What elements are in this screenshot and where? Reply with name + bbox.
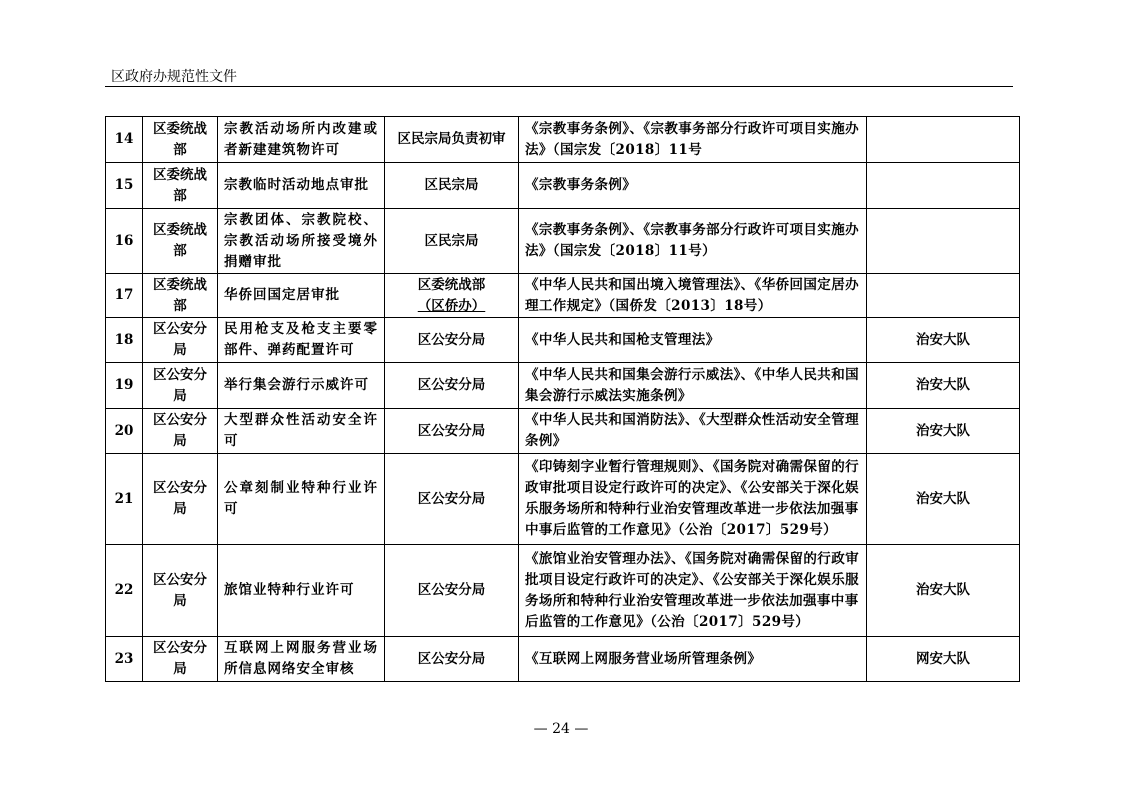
responsible-unit-cell (385, 637, 519, 682)
department-cell (143, 163, 218, 209)
document-header: 区政府办规范性文件 (111, 69, 237, 85)
department-cell-text: 区公安分局 (153, 640, 207, 677)
permit-item-cell-text: 公章刻制业特种行业许可 (224, 480, 378, 517)
department-cell (143, 409, 218, 454)
department-cell-text: 区公安分局 (153, 480, 207, 517)
permit-item-cell-text: 举行集会游行示威许可 (224, 377, 369, 393)
executing-unit-cell (867, 117, 1020, 163)
table-row (106, 409, 1020, 454)
permit-item-cell (218, 637, 385, 682)
responsible-unit-cell-text: 区民宗局 (424, 232, 479, 249)
row-number (106, 363, 143, 409)
department-cell (143, 545, 218, 637)
legal-basis-cell (519, 209, 867, 274)
table-row (106, 363, 1020, 409)
executing-unit-cell-text: 网安大队 (916, 650, 970, 667)
row-number-text: 23 (114, 650, 134, 667)
responsible-unit-cell (385, 117, 519, 163)
legal-basis-cell-text: 《中华人民共和国出境入境管理法》、《华侨回国定居办理工作规定》（国侨发〔2013〕18号） (525, 276, 859, 314)
legal-basis-cell-text: 《旅馆业治安管理办法》、《国务院对确需保留的行政审批项目设定行政许可的决定》、《公安部关于深化娱乐服务场所和特种行业治安管理改革进一步依法加强事中事后监管的工作意见》（公治〔2017〕529号） (525, 550, 859, 630)
permit-item-cell (218, 454, 385, 545)
legal-basis-cell (519, 409, 867, 454)
row-number-text: 20 (114, 422, 134, 439)
responsible-unit-cell-text: 区委统战部 (417, 276, 486, 293)
responsible-unit-cell (385, 209, 519, 274)
department-cell (143, 363, 218, 409)
responsible-unit-cell-text: 区民宗局负责初审 (397, 131, 506, 147)
table-row (106, 209, 1020, 274)
row-number (106, 274, 143, 318)
legal-basis-cell-text: 《宗教事务条例》、《宗教事务部分行政许可项目实施办法》（国宗发〔2018〕11号 (525, 120, 859, 158)
row-number (106, 637, 143, 682)
row-number (106, 545, 143, 637)
executing-unit-cell-text: 治安大队 (916, 331, 970, 348)
responsible-unit-cell-text: 区公安分局 (417, 490, 486, 507)
legal-basis-cell-text: 《中华人民共和国消防法》、《大型群众性活动安全管理条例》 (525, 412, 859, 449)
responsible-unit-cell (385, 363, 519, 409)
permit-item-cell (218, 545, 385, 637)
legal-basis-cell-text: 《互联网上网服务营业场所管理条例》 (525, 650, 762, 667)
executing-unit-cell (867, 209, 1020, 274)
table-row (106, 637, 1020, 682)
legal-basis-cell-text: 《中华人民共和国枪支管理法》 (525, 331, 720, 348)
department-cell-text: 区委统战部 (153, 166, 207, 204)
table-row (106, 318, 1020, 363)
department-cell-text: 区公安分局 (153, 366, 207, 404)
permit-item-cell-text: 民用枪支及枪支主要零部件、弹药配置许可 (224, 321, 378, 358)
permit-item-cell (218, 117, 385, 163)
permit-item-cell (218, 409, 385, 454)
responsible-unit-cell (385, 163, 519, 209)
row-number (106, 209, 143, 274)
responsible-unit-cell-text: 区公安分局 (417, 650, 486, 667)
permit-table-body (106, 117, 1020, 682)
permit-item-cell-text: 宗教活动场所内改建或者新建建筑物许可 (224, 120, 378, 158)
row-number-text: 15 (114, 177, 134, 193)
row-number (106, 163, 143, 209)
table-row (106, 545, 1020, 637)
responsible-unit-cell (385, 409, 519, 454)
permit-table (105, 116, 1020, 682)
permit-item-cell-text: 旅馆业特种行业许可 (224, 582, 355, 598)
row-number-text: 16 (114, 232, 134, 249)
department-cell (143, 117, 218, 163)
legal-basis-cell (519, 274, 867, 318)
legal-basis-cell-text: 《宗教事务条例》 (525, 177, 637, 193)
executing-unit-cell (867, 363, 1020, 409)
executing-unit-cell (867, 163, 1020, 209)
legal-basis-cell (519, 545, 867, 637)
legal-basis-cell-text: 《印铸刻字业暂行管理规则》、《国务院对确需保留的行政审批项目设定行政许可的决定》、《公安部关于深化娱乐服务场所和特种行业治安管理改革进一步依法加强事中事后监管的工作意见》（公治〔2017〕529号） (525, 459, 859, 538)
legal-basis-cell (519, 163, 867, 209)
legal-basis-cell (519, 117, 867, 163)
executing-unit-cell-text: 治安大队 (916, 377, 970, 393)
row-number-text: 21 (114, 490, 134, 507)
department-cell (143, 637, 218, 682)
row-number-text: 14 (114, 131, 134, 147)
row-number (106, 117, 143, 163)
table-row (106, 163, 1020, 209)
permit-item-cell-text: 互联网上网服务营业场所信息网络安全审核 (224, 640, 378, 677)
header-rule (105, 86, 1013, 87)
table-row (106, 454, 1020, 545)
permit-item-cell-text: 大型群众性活动安全许可 (224, 412, 378, 449)
responsible-unit-cell (385, 318, 519, 363)
executing-unit-cell (867, 318, 1020, 363)
department-cell-text: 区公安分局 (153, 412, 207, 449)
responsible-unit-cell (385, 274, 519, 318)
legal-basis-cell (519, 454, 867, 545)
permit-item-cell-text: 宗教团体、宗教院校、宗教活动场所接受境外捐赠审批 (224, 211, 378, 270)
department-cell-text: 区委统战部 (153, 276, 207, 314)
department-cell-text: 区公安分局 (153, 321, 207, 358)
responsible-unit-note: （区侨办） (417, 297, 486, 314)
row-number (106, 409, 143, 454)
responsible-unit-cell-text: 区公安分局 (417, 377, 486, 393)
executing-unit-cell (867, 545, 1020, 637)
legal-basis-cell (519, 363, 867, 409)
executing-unit-cell (867, 409, 1020, 454)
row-number (106, 454, 143, 545)
permit-item-cell-text: 华侨回国定居审批 (224, 287, 340, 303)
executing-unit-cell (867, 637, 1020, 682)
department-cell (143, 454, 218, 545)
legal-basis-cell-text: 《中华人民共和国集会游行示威法》、《中华人民共和国集会游行示威法实施条例》 (525, 366, 859, 404)
responsible-unit-cell-text: 区公安分局 (417, 582, 486, 598)
executing-unit-cell-text: 治安大队 (916, 490, 970, 507)
responsible-unit-cell-text: 区公安分局 (417, 422, 486, 439)
responsible-unit-cell (385, 545, 519, 637)
legal-basis-cell (519, 637, 867, 682)
permit-item-cell (218, 209, 385, 274)
row-number-text: 18 (114, 331, 134, 348)
executing-unit-cell (867, 274, 1020, 318)
department-cell (143, 274, 218, 318)
permit-item-cell (218, 163, 385, 209)
department-cell (143, 318, 218, 363)
department-cell-text: 区委统战部 (153, 120, 207, 158)
table-row (106, 117, 1020, 163)
row-number-text: 17 (114, 287, 134, 303)
permit-item-cell (218, 363, 385, 409)
responsible-unit-cell (385, 454, 519, 545)
responsible-unit-cell-text: 区公安分局 (417, 331, 486, 348)
permit-item-cell (218, 274, 385, 318)
executing-unit-cell-text: 治安大队 (916, 582, 970, 598)
page-number: — 24 — (533, 721, 589, 737)
department-cell-text: 区委统战部 (153, 222, 207, 259)
permit-item-cell-text: 宗教临时活动地点审批 (224, 177, 369, 193)
department-cell (143, 209, 218, 274)
executing-unit-cell-text: 治安大队 (916, 422, 970, 439)
legal-basis-cell-text: 《宗教事务条例》、《宗教事务部分行政许可项目实施办法》（国宗发〔2018〕11号） (525, 222, 859, 259)
row-number-text: 22 (114, 582, 134, 598)
responsible-unit-cell-text: 区民宗局 (424, 177, 479, 193)
row-number-text: 19 (114, 377, 134, 393)
department-cell-text: 区公安分局 (153, 571, 207, 609)
permit-item-cell (218, 318, 385, 363)
legal-basis-cell (519, 318, 867, 363)
table-row (106, 274, 1020, 318)
executing-unit-cell (867, 454, 1020, 545)
row-number (106, 318, 143, 363)
